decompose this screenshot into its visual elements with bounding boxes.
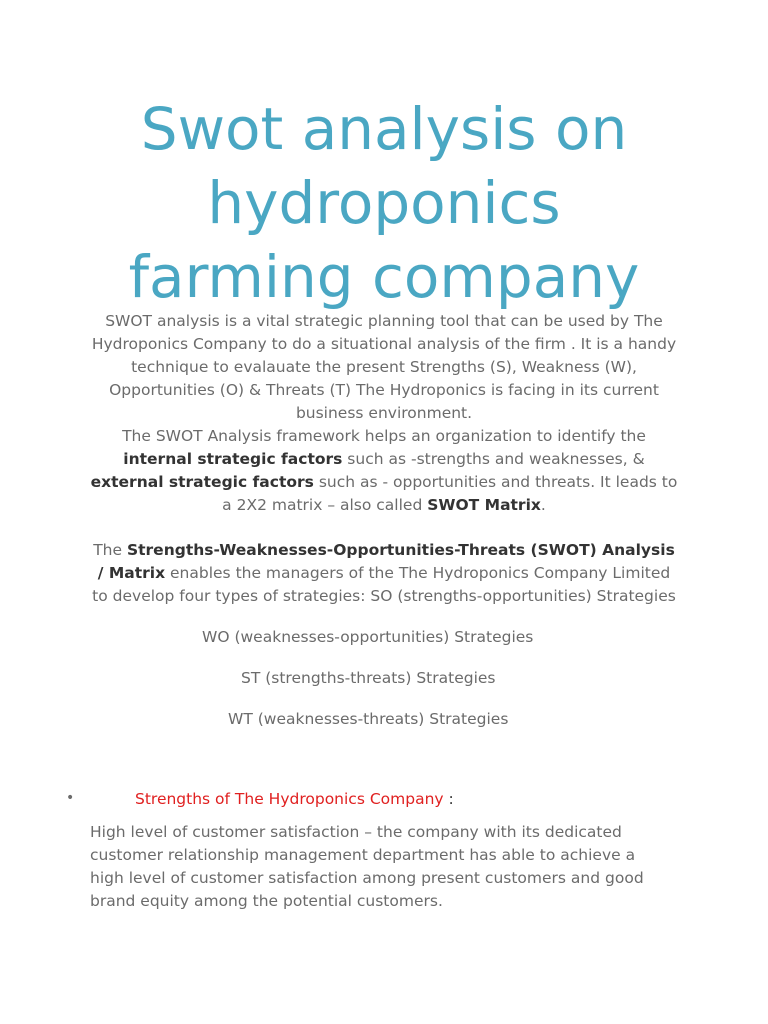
title-line-3: farming company [128,243,640,311]
swot-para-text-a: The [93,541,127,559]
intro-paragraph-1: SWOT analysis is a vital strategic planning tool that can be used by The Hydroponics Company to do a situational analysis of the firm . It is a handy technique to evalauate the present Strengths (S), Weakness (W), Opportunities (O) & Threats (T) The Hydroponics is facing in its current business environment. [91,312,677,422]
strategy-wo: WO (weaknesses-opportunities) Strategies [202,628,534,646]
intro-p2-text-a: The SWOT Analysis framework helps an organization to identify the [122,427,646,445]
intro-p2-bold-internal: internal strategic factors [123,450,343,468]
swot-para-text-c: enables the managers of the The Hydroponics Company Limited to develop four types of strategies: SO (strengths-opportunities) Strategies [92,564,676,605]
title-line-2: hydroponics [207,169,561,237]
title-line-1: Swot analysis on [140,95,628,163]
intro-p2-text-g: . [540,496,546,514]
document-title [0,92,768,314]
swot-para-bold: Strengths-Weaknesses-Opportunities-Threats (SWOT) Analysis / Matrix [97,541,675,582]
strengths-heading [135,788,454,811]
swot-paragraph [88,539,680,608]
strengths-body-paragraph: High level of customer satisfaction – the company with its dedicated customer relationship management department has able to achieve a high level of customer satisfaction among present customers and good brand equity among the potential customers. [90,823,644,910]
intro-p2-text-e: such as - opportunities and threats. It leads to a 2X2 matrix – also called [222,473,678,514]
strategy-wt: WT (weaknesses-threats) Strategies [228,710,509,728]
strengths-heading-colon: : [443,790,454,808]
strengths-heading-text: Strengths of The Hydroponics Company [135,790,444,808]
strategy-st: ST (strengths-threats) Strategies [241,669,496,687]
intro-section [88,310,680,517]
intro-p2-bold-external: external strategic factors [90,473,314,491]
list-bullet: • [66,790,75,806]
intro-p2-text-c: such as -strengths and weaknesses, & [342,450,645,468]
intro-paragraph-2 [88,425,680,517]
intro-p2-bold-swot-matrix: SWOT Matrix [427,496,541,514]
